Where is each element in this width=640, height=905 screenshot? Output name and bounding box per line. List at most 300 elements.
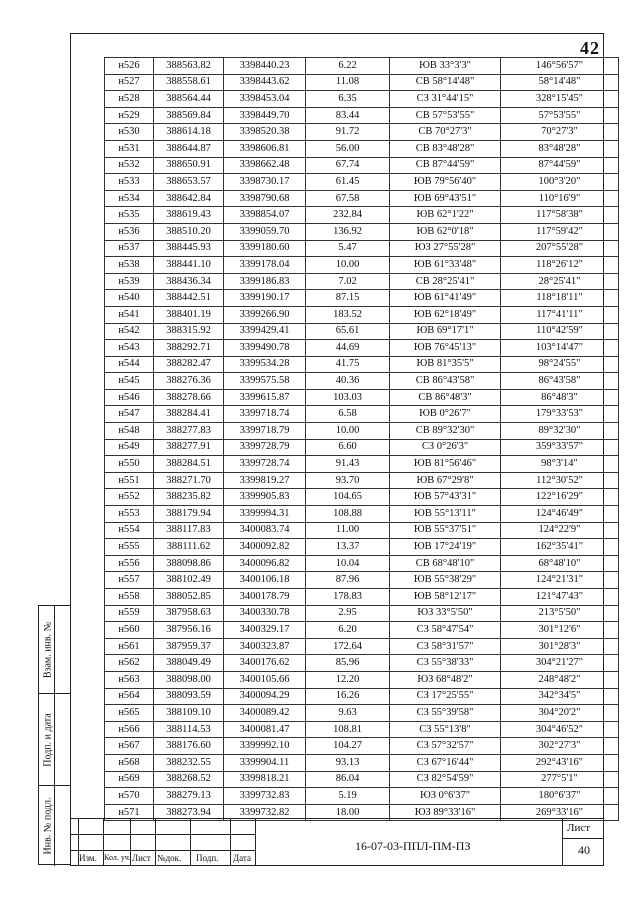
rhumb-cell: СЗ 55°38'33" xyxy=(390,655,501,672)
rhumb-cell: ЮВ 62°18'49" xyxy=(390,306,501,323)
y-coord-cell: 3399059.70 xyxy=(224,223,306,240)
rhumb-cell: ЮЗ 27°55'28" xyxy=(390,240,501,257)
table-row xyxy=(105,472,619,489)
azimuth-cell: 162°35'41" xyxy=(501,539,619,556)
rhumb-cell: ЮВ 55°13'11" xyxy=(390,506,501,523)
length-cell: 87.15 xyxy=(306,290,390,307)
table-row xyxy=(105,489,619,506)
sheet-number: 40 xyxy=(578,843,590,857)
rhumb-cell: ЮЗ 0°6'37" xyxy=(390,788,501,805)
rhumb-cell: СЗ 82°54'59" xyxy=(390,771,501,788)
table-row xyxy=(105,671,619,688)
table-row xyxy=(105,91,619,108)
x-coord-cell: 388442.51 xyxy=(154,290,224,307)
azimuth-cell: 359°33'57" xyxy=(501,439,619,456)
azimuth-cell: 98°24'55" xyxy=(501,356,619,373)
point-id-cell: н529 xyxy=(105,107,154,124)
length-cell: 6.60 xyxy=(306,439,390,456)
table-row xyxy=(105,74,619,91)
y-coord-cell: 3398790.68 xyxy=(224,190,306,207)
point-id-cell: н544 xyxy=(105,356,154,373)
azimuth-cell: 86°48'3" xyxy=(501,389,619,406)
side-approval-strip xyxy=(38,605,71,865)
y-coord-cell: 3399429.41 xyxy=(224,323,306,340)
rhumb-cell: СЗ 58°31'57" xyxy=(390,638,501,655)
point-id-cell: н527 xyxy=(105,74,154,91)
rhumb-cell: СЗ 67°16'44" xyxy=(390,754,501,771)
y-coord-cell: 3400081.47 xyxy=(224,721,306,738)
point-id-cell: н534 xyxy=(105,190,154,207)
point-id-cell: н533 xyxy=(105,174,154,191)
table-row xyxy=(105,223,619,240)
y-coord-cell: 3400329.17 xyxy=(224,622,306,639)
point-id-cell: н548 xyxy=(105,423,154,440)
azimuth-cell: 207°55'28" xyxy=(501,240,619,257)
rhumb-cell: ЮВ 81°56'46" xyxy=(390,456,501,473)
length-cell: 6.20 xyxy=(306,622,390,639)
point-id-cell: н532 xyxy=(105,157,154,174)
point-id-cell: н571 xyxy=(105,804,154,821)
azimuth-cell: 146°56'57" xyxy=(501,58,619,75)
table-row xyxy=(105,688,619,705)
azimuth-cell: 213°5'50" xyxy=(501,605,619,622)
y-coord-cell: 3398440.23 xyxy=(224,58,306,75)
azimuth-cell: 110°42'59" xyxy=(501,323,619,340)
y-coord-cell: 3400092.82 xyxy=(224,539,306,556)
azimuth-cell: 28°25'41" xyxy=(501,273,619,290)
table-row xyxy=(105,389,619,406)
point-id-cell: н558 xyxy=(105,589,154,606)
point-id-cell: н551 xyxy=(105,472,154,489)
table-row xyxy=(105,539,619,556)
length-cell: 56.00 xyxy=(306,140,390,157)
point-id-cell: н547 xyxy=(105,406,154,423)
rhumb-cell: ЮЗ 68°48'2" xyxy=(390,671,501,688)
length-cell: 13.37 xyxy=(306,539,390,556)
x-coord-cell: 388098.00 xyxy=(154,671,224,688)
point-id-cell: н556 xyxy=(105,555,154,572)
y-coord-cell: 3399994.31 xyxy=(224,506,306,523)
y-coord-cell: 3399905.83 xyxy=(224,489,306,506)
table-row xyxy=(105,622,619,639)
rhumb-cell: СЗ 17°25'55" xyxy=(390,688,501,705)
length-cell: 91.43 xyxy=(306,456,390,473)
table-row xyxy=(105,107,619,124)
length-cell: 67.74 xyxy=(306,157,390,174)
point-id-cell: н560 xyxy=(105,622,154,639)
point-id-cell: н563 xyxy=(105,671,154,688)
length-cell: 83.44 xyxy=(306,107,390,124)
y-coord-cell: 3400330.78 xyxy=(224,605,306,622)
length-cell: 103.03 xyxy=(306,389,390,406)
azimuth-cell: 112°30'52" xyxy=(501,472,619,489)
rhumb-cell: СВ 70°27'3" xyxy=(390,124,501,141)
azimuth-cell: 83°48'28" xyxy=(501,140,619,157)
table-row xyxy=(105,721,619,738)
point-id-cell: н567 xyxy=(105,738,154,755)
x-coord-cell: 388277.91 xyxy=(154,439,224,456)
rhumb-cell: ЮВ 33°3'3" xyxy=(390,58,501,75)
rhumb-cell: ЮЗ 33°5'50" xyxy=(390,605,501,622)
y-coord-cell: 3400323.87 xyxy=(224,638,306,655)
y-coord-cell: 3398662.48 xyxy=(224,157,306,174)
side-label-inv-orig: Инв. № подл. xyxy=(42,797,53,855)
x-coord-cell: 388111.62 xyxy=(154,539,224,556)
length-cell: 93.70 xyxy=(306,472,390,489)
length-cell: 11.00 xyxy=(306,522,390,539)
rhumb-cell: СЗ 55°13'8" xyxy=(390,721,501,738)
length-cell: 6.22 xyxy=(306,58,390,75)
table-row xyxy=(105,605,619,622)
table-row xyxy=(105,788,619,805)
azimuth-cell: 301°12'6" xyxy=(501,622,619,639)
x-coord-cell: 388650.91 xyxy=(154,157,224,174)
table-row xyxy=(105,356,619,373)
length-cell: 5.19 xyxy=(306,788,390,805)
azimuth-cell: 121°47'43" xyxy=(501,589,619,606)
length-cell: 10.00 xyxy=(306,423,390,440)
azimuth-cell: 304°46'52" xyxy=(501,721,619,738)
length-cell: 93.13 xyxy=(306,754,390,771)
rhumb-cell: СВ 83°48'28" xyxy=(390,140,501,157)
point-id-cell: н538 xyxy=(105,257,154,274)
stamp-izm: Изм. xyxy=(79,853,97,863)
azimuth-cell: 180°6'37" xyxy=(501,788,619,805)
y-coord-cell: 3400176.62 xyxy=(224,655,306,672)
y-coord-cell: 3400089.42 xyxy=(224,705,306,722)
x-coord-cell: 388117.83 xyxy=(154,522,224,539)
x-coord-cell: 388441.10 xyxy=(154,257,224,274)
point-id-cell: н546 xyxy=(105,389,154,406)
table-row xyxy=(105,290,619,307)
rhumb-cell: ЮВ 69°17'1" xyxy=(390,323,501,340)
x-coord-cell: 388401.19 xyxy=(154,306,224,323)
table-row xyxy=(105,754,619,771)
y-coord-cell: 3399575.58 xyxy=(224,373,306,390)
x-coord-cell: 388271.70 xyxy=(154,472,224,489)
azimuth-cell: 124°21'31" xyxy=(501,572,619,589)
x-coord-cell: 388644.87 xyxy=(154,140,224,157)
x-coord-cell: 388510.20 xyxy=(154,223,224,240)
x-coord-cell: 388558.61 xyxy=(154,74,224,91)
y-coord-cell: 3398453.04 xyxy=(224,91,306,108)
length-cell: 11.08 xyxy=(306,74,390,91)
azimuth-cell: 342°34'5" xyxy=(501,688,619,705)
length-cell: 18.00 xyxy=(306,804,390,821)
rhumb-cell: ЮВ 76°45'13" xyxy=(390,340,501,357)
x-coord-cell: 387959.37 xyxy=(154,638,224,655)
x-coord-cell: 388179.94 xyxy=(154,506,224,523)
x-coord-cell: 388052.85 xyxy=(154,589,224,606)
length-cell: 9.63 xyxy=(306,705,390,722)
stamp-kol-uch: Кол. уч. xyxy=(104,853,131,862)
table-row xyxy=(105,174,619,191)
length-cell: 40.36 xyxy=(306,373,390,390)
table-row xyxy=(105,456,619,473)
side-cell-sign xyxy=(39,694,70,786)
x-coord-cell: 388098.86 xyxy=(154,555,224,572)
length-cell: 61.45 xyxy=(306,174,390,191)
azimuth-cell: 304°21'27" xyxy=(501,655,619,672)
azimuth-cell: 277°5'1" xyxy=(501,771,619,788)
table-row xyxy=(105,572,619,589)
azimuth-cell: 179°33'53" xyxy=(501,406,619,423)
x-coord-cell: 388273.94 xyxy=(154,804,224,821)
azimuth-cell: 292°43'16" xyxy=(501,754,619,771)
y-coord-cell: 3400105.66 xyxy=(224,671,306,688)
x-coord-cell: 388278.66 xyxy=(154,389,224,406)
azimuth-cell: 87°44'59" xyxy=(501,157,619,174)
length-cell: 67.58 xyxy=(306,190,390,207)
table-row xyxy=(105,207,619,224)
azimuth-cell: 117°58'38" xyxy=(501,207,619,224)
table-row xyxy=(105,555,619,572)
point-id-cell: н549 xyxy=(105,439,154,456)
x-coord-cell: 388282.47 xyxy=(154,356,224,373)
y-coord-cell: 3398854.07 xyxy=(224,207,306,224)
point-id-cell: н568 xyxy=(105,754,154,771)
y-coord-cell: 3399732.82 xyxy=(224,804,306,821)
point-id-cell: н559 xyxy=(105,605,154,622)
rhumb-cell: СЗ 31°44'15" xyxy=(390,91,501,108)
point-id-cell: н570 xyxy=(105,788,154,805)
x-coord-cell: 388315.92 xyxy=(154,323,224,340)
table-row xyxy=(105,240,619,257)
rhumb-cell: СВ 89°32'30" xyxy=(390,423,501,440)
rhumb-cell: ЮВ 81°35'5" xyxy=(390,356,501,373)
rhumb-cell: СВ 86°48'3" xyxy=(390,389,501,406)
x-coord-cell: 388619.43 xyxy=(154,207,224,224)
y-coord-cell: 3398606.81 xyxy=(224,140,306,157)
x-coord-cell: 388436.34 xyxy=(154,273,224,290)
length-cell: 12.20 xyxy=(306,671,390,688)
y-coord-cell: 3399266.90 xyxy=(224,306,306,323)
rhumb-cell: СВ 87°44'59" xyxy=(390,157,501,174)
rhumb-cell: ЮВ 55°37'51" xyxy=(390,522,501,539)
y-coord-cell: 3399490.78 xyxy=(224,340,306,357)
y-coord-cell: 3400178.79 xyxy=(224,589,306,606)
table-row xyxy=(105,58,619,75)
point-id-cell: н561 xyxy=(105,638,154,655)
x-coord-cell: 388277.83 xyxy=(154,423,224,440)
rhumb-cell: ЮВ 79°56'40" xyxy=(390,174,501,191)
azimuth-cell: 98°3'14" xyxy=(501,456,619,473)
coordinates-table-body xyxy=(105,58,619,821)
table-row xyxy=(105,638,619,655)
y-coord-cell: 3399992.10 xyxy=(224,738,306,755)
side-cell-swap xyxy=(39,606,70,694)
length-cell: 16.26 xyxy=(306,688,390,705)
y-coord-cell: 3399178.04 xyxy=(224,257,306,274)
table-row xyxy=(105,406,619,423)
azimuth-cell: 328°15'45" xyxy=(501,91,619,108)
point-id-cell: н536 xyxy=(105,223,154,240)
azimuth-cell: 103°14'47" xyxy=(501,340,619,357)
table-row xyxy=(105,506,619,523)
stamp-data: Дата xyxy=(233,853,251,863)
table-row xyxy=(105,157,619,174)
rhumb-cell: ЮЗ 89°33'16" xyxy=(390,804,501,821)
y-coord-cell: 3398520.38 xyxy=(224,124,306,141)
x-coord-cell: 388102.49 xyxy=(154,572,224,589)
y-coord-cell: 3399180.60 xyxy=(224,240,306,257)
rhumb-cell: СЗ 57°32'57" xyxy=(390,738,501,755)
length-cell: 183.52 xyxy=(306,306,390,323)
y-coord-cell: 3399904.11 xyxy=(224,754,306,771)
length-cell: 6.58 xyxy=(306,406,390,423)
azimuth-cell: 304°20'2" xyxy=(501,705,619,722)
y-coord-cell: 3399190.17 xyxy=(224,290,306,307)
azimuth-cell: 117°41'11" xyxy=(501,306,619,323)
length-cell: 91.72 xyxy=(306,124,390,141)
y-coord-cell: 3399534.28 xyxy=(224,356,306,373)
x-coord-cell: 388235.82 xyxy=(154,489,224,506)
y-coord-cell: 3399718.74 xyxy=(224,406,306,423)
rhumb-cell: ЮВ 69°43'51" xyxy=(390,190,501,207)
length-cell: 87.96 xyxy=(306,572,390,589)
length-cell: 41.75 xyxy=(306,356,390,373)
point-id-cell: н541 xyxy=(105,306,154,323)
length-cell: 7.02 xyxy=(306,273,390,290)
azimuth-cell: 58°14'48" xyxy=(501,74,619,91)
rhumb-cell: ЮВ 57°43'31" xyxy=(390,489,501,506)
point-id-cell: н537 xyxy=(105,240,154,257)
azimuth-cell: 122°16'29" xyxy=(501,489,619,506)
y-coord-cell: 3398449.70 xyxy=(224,107,306,124)
x-coord-cell: 388279.13 xyxy=(154,788,224,805)
x-coord-cell: 388569.84 xyxy=(154,107,224,124)
rhumb-cell: ЮВ 61°41'49" xyxy=(390,290,501,307)
point-id-cell: н562 xyxy=(105,655,154,672)
rhumb-cell: ЮВ 58°12'17" xyxy=(390,589,501,606)
x-coord-cell: 388292.71 xyxy=(154,340,224,357)
y-coord-cell: 3399728.74 xyxy=(224,456,306,473)
table-row xyxy=(105,323,619,340)
table-row xyxy=(105,589,619,606)
x-coord-cell: 387956.16 xyxy=(154,622,224,639)
table-row xyxy=(105,306,619,323)
point-id-cell: н557 xyxy=(105,572,154,589)
point-id-cell: н543 xyxy=(105,340,154,357)
table-row xyxy=(105,705,619,722)
y-coord-cell: 3398443.62 xyxy=(224,74,306,91)
table-row xyxy=(105,423,619,440)
rhumb-cell: СВ 57°53'55" xyxy=(390,107,501,124)
azimuth-cell: 124°46'49" xyxy=(501,506,619,523)
point-id-cell: н540 xyxy=(105,290,154,307)
point-id-cell: н539 xyxy=(105,273,154,290)
rhumb-cell: ЮВ 62°0'18" xyxy=(390,223,501,240)
length-cell: 232.84 xyxy=(306,207,390,224)
length-cell: 10.00 xyxy=(306,257,390,274)
y-coord-cell: 3400096.82 xyxy=(224,555,306,572)
point-id-cell: н535 xyxy=(105,207,154,224)
point-id-cell: н526 xyxy=(105,58,154,75)
azimuth-cell: 124°22'9" xyxy=(501,522,619,539)
x-coord-cell: 388564.44 xyxy=(154,91,224,108)
point-id-cell: н542 xyxy=(105,323,154,340)
x-coord-cell: 388276.36 xyxy=(154,373,224,390)
side-label-sign-date: Подп. и дата xyxy=(42,712,53,767)
length-cell: 136.92 xyxy=(306,223,390,240)
azimuth-cell: 301°28'3" xyxy=(501,638,619,655)
rhumb-cell: ЮВ 67°29'8" xyxy=(390,472,501,489)
point-id-cell: н545 xyxy=(105,373,154,390)
x-coord-cell: 388284.41 xyxy=(154,406,224,423)
table-row xyxy=(105,738,619,755)
azimuth-cell: 70°27'3" xyxy=(501,124,619,141)
length-cell: 104.65 xyxy=(306,489,390,506)
table-row xyxy=(105,522,619,539)
length-cell: 6.35 xyxy=(306,91,390,108)
point-id-cell: н564 xyxy=(105,688,154,705)
point-id-cell: н569 xyxy=(105,771,154,788)
x-coord-cell: 388268.52 xyxy=(154,771,224,788)
table-row xyxy=(105,373,619,390)
azimuth-cell: 118°26'12" xyxy=(501,257,619,274)
azimuth-cell: 248°48'2" xyxy=(501,671,619,688)
document-code: 16-07-03-ППЛ-ПМ-ПЗ xyxy=(355,839,471,853)
y-coord-cell: 3399718.79 xyxy=(224,423,306,440)
x-coord-cell: 388614.18 xyxy=(154,124,224,141)
stamp-podp: Подп. xyxy=(196,853,219,863)
azimuth-cell: 57°53'55" xyxy=(501,107,619,124)
x-coord-cell: 388653.57 xyxy=(154,174,224,191)
point-id-cell: н550 xyxy=(105,456,154,473)
x-coord-cell: 388114.53 xyxy=(154,721,224,738)
length-cell: 86.04 xyxy=(306,771,390,788)
table-row xyxy=(105,140,619,157)
table-row xyxy=(105,340,619,357)
y-coord-cell: 3400083.74 xyxy=(224,522,306,539)
table-row xyxy=(105,655,619,672)
length-cell: 178.83 xyxy=(306,589,390,606)
x-coord-cell: 388176.60 xyxy=(154,738,224,755)
point-id-cell: н566 xyxy=(105,721,154,738)
side-cell-inv xyxy=(39,786,70,866)
x-coord-cell: 388284.51 xyxy=(154,456,224,473)
y-coord-cell: 3399728.79 xyxy=(224,439,306,456)
x-coord-cell: 388109.10 xyxy=(154,705,224,722)
point-id-cell: н565 xyxy=(105,705,154,722)
rhumb-cell: ЮВ 17°24'19" xyxy=(390,539,501,556)
rhumb-cell: ЮВ 62°1'22" xyxy=(390,207,501,224)
rhumb-cell: СВ 68°48'10" xyxy=(390,555,501,572)
x-coord-cell: 388232.55 xyxy=(154,754,224,771)
y-coord-cell: 3399615.87 xyxy=(224,389,306,406)
table-row xyxy=(105,124,619,141)
length-cell: 65.61 xyxy=(306,323,390,340)
y-coord-cell: 3400106.18 xyxy=(224,572,306,589)
length-cell: 5.47 xyxy=(306,240,390,257)
length-cell: 104.27 xyxy=(306,738,390,755)
azimuth-cell: 269°33'16" xyxy=(501,804,619,821)
length-cell: 108.88 xyxy=(306,506,390,523)
length-cell: 85.96 xyxy=(306,655,390,672)
point-id-cell: н553 xyxy=(105,506,154,523)
y-coord-cell: 3399819.27 xyxy=(224,472,306,489)
sheet-label: Лист xyxy=(567,822,591,834)
azimuth-cell: 117°59'42" xyxy=(501,223,619,240)
table-row xyxy=(105,273,619,290)
rhumb-cell: ЮВ 61°33'48" xyxy=(390,257,501,274)
rhumb-cell: ЮВ 0°26'7" xyxy=(390,406,501,423)
table-row xyxy=(105,257,619,274)
y-coord-cell: 3399732.83 xyxy=(224,788,306,805)
point-id-cell: н531 xyxy=(105,140,154,157)
length-cell: 108.81 xyxy=(306,721,390,738)
rhumb-cell: ЮВ 55°38'29" xyxy=(390,572,501,589)
